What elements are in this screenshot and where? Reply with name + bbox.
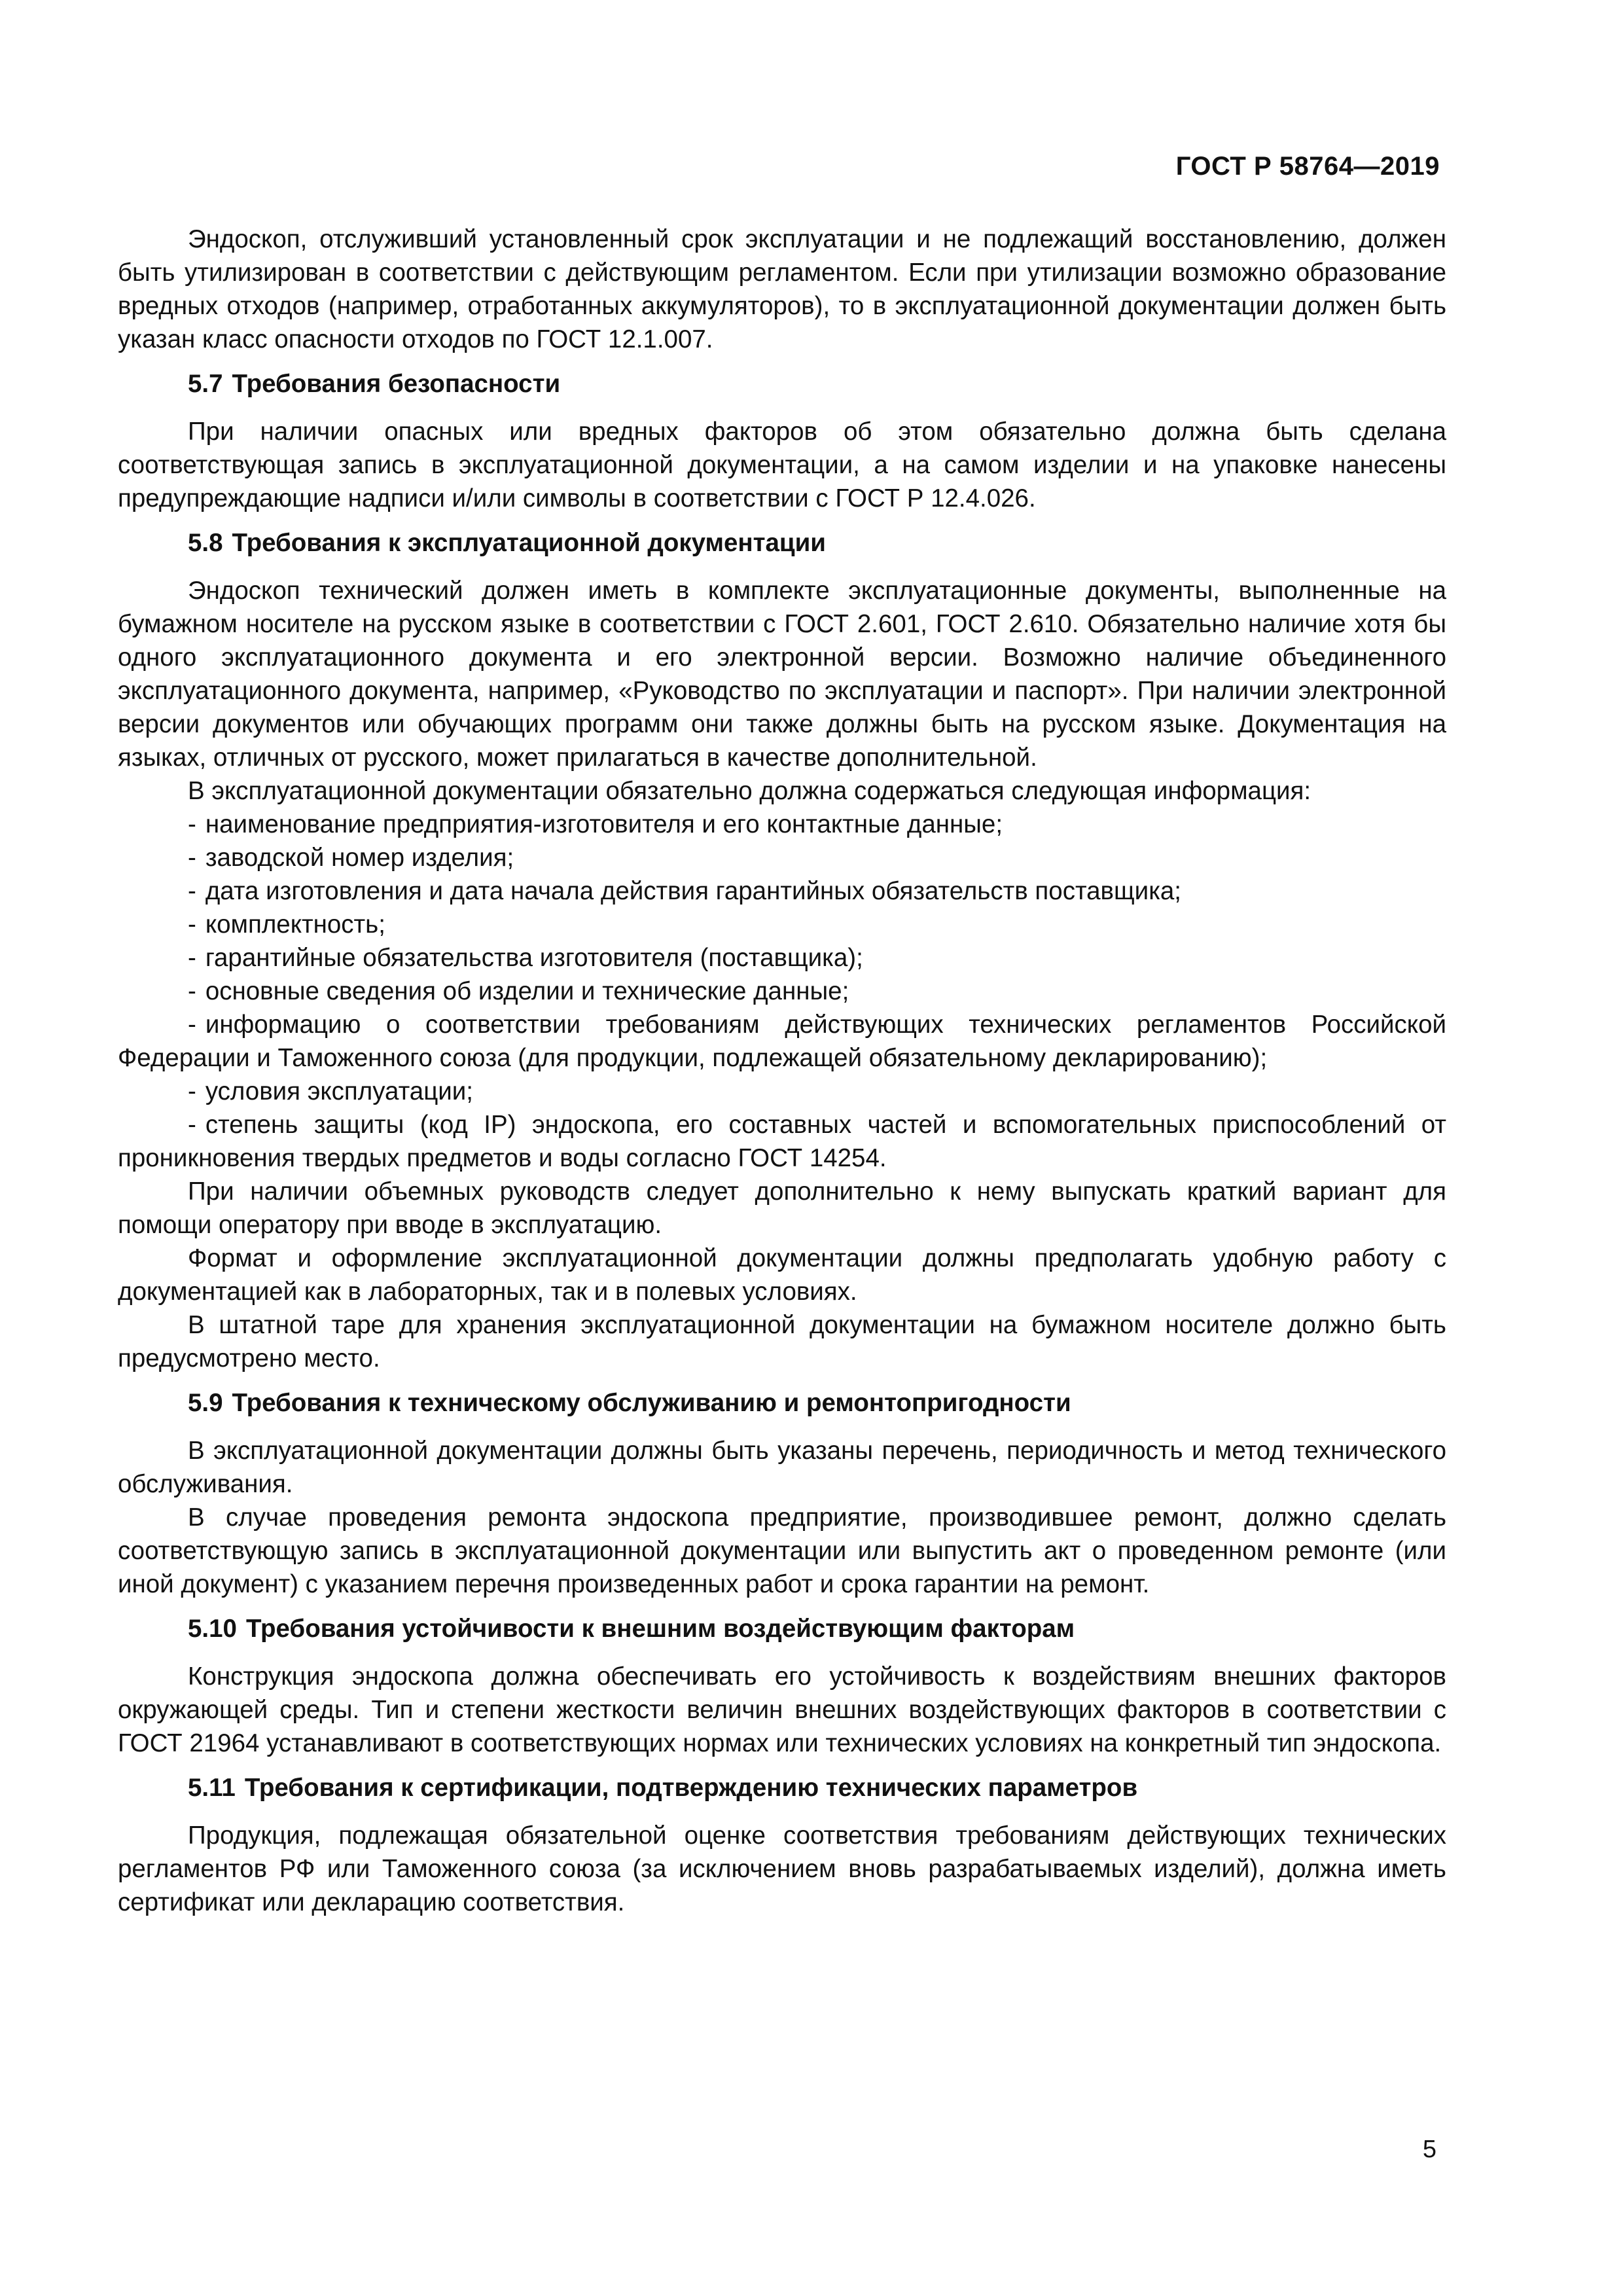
list-item xyxy=(118,808,1446,841)
paragraph: В штатной таре для хранения эксплуатационной документации на бумажном носителе должно быть предусмотрено место. xyxy=(118,1311,1446,1372)
list-item-text: гарантийные обязательства изготовителя (поставщика); xyxy=(205,944,863,972)
list-item xyxy=(118,1075,1446,1108)
list-item xyxy=(118,1108,1446,1175)
list-item xyxy=(118,841,1446,874)
list-item-text: комплектность; xyxy=(205,910,385,939)
section-title: Требования к эксплуатационной документации xyxy=(232,529,826,557)
section-title: Требования к сертификации, подтверждению технических параметров xyxy=(244,1774,1138,1802)
paragraph: При наличии опасных или вредных факторов об этом обязательно должна быть сделана соответствующая запись в эксплуатационной документации, а на самом изделии и на упаковке нанесены предупреждающие надписи и/или символы в соответствии с ГОСТ Р 12.4.026. xyxy=(118,418,1446,512)
list-item xyxy=(118,874,1446,908)
list-item-text: условия эксплуатации; xyxy=(205,1077,473,1105)
list-item-text: заводской номер изделия; xyxy=(205,844,514,872)
section-title: Требования безопасности xyxy=(232,370,561,398)
section-number: 5.11 xyxy=(188,1774,236,1802)
paragraph: Эндоскоп технический должен иметь в комплекте эксплуатационные документы, выполненные на бумажном носителе на русском языке в соответствии с ГОСТ 2.601, ГОСТ 2.610. Обязательно наличие хотя бы одного эксплуатационного документа и его электронной версии. Возможно наличие объединенного эксплуатационного документа, например, «Руководство по эксплуатации и паспорт». При наличии электронной версии документов или обучающих программ они также должны быть на русском языке. Документация на языках, отличных от русского, может прилагаться в качестве дополнительной. xyxy=(118,577,1446,772)
list-marker: - xyxy=(188,1111,196,1139)
section-heading-5-7 xyxy=(118,367,1446,401)
list-item-text: наименование предприятия-изготовителя и его контактные данные; xyxy=(205,810,1003,838)
section-number: 5.8 xyxy=(188,529,223,557)
list-marker: - xyxy=(188,810,196,838)
list-marker: - xyxy=(188,977,196,1005)
list-item xyxy=(118,908,1446,941)
section-number: 5.9 xyxy=(188,1389,223,1417)
list-item-text: степень защиты (код IP) эндоскопа, его составных частей и вспомогательных приспособлений от проникновения твердых предметов и воды согласно ГОСТ 14254. xyxy=(118,1111,1446,1172)
paragraph: Формат и оформление эксплуатационной документации должны предполагать удобную работу с документацией как в лабораторных, так и в полевых условиях. xyxy=(118,1244,1446,1306)
section-heading-5-11 xyxy=(118,1771,1446,1804)
paragraph: Продукция, подлежащая обязательной оценке соответствия требованиям действующих технических регламентов РФ или Таможенного союза (за исключением вновь разрабатываемых изделий), должна иметь сертификат или декларацию соответствия. xyxy=(118,1821,1446,1916)
list-marker: - xyxy=(188,1077,196,1105)
list-item-text: основные сведения об изделии и технические данные; xyxy=(205,977,849,1005)
requirements-list xyxy=(118,808,1446,1175)
list-marker: - xyxy=(188,844,196,872)
list-marker: - xyxy=(188,877,196,905)
page-number: 5 xyxy=(1422,2136,1436,2163)
list-item xyxy=(118,941,1446,975)
intro-paragraph: Эндоскоп, отслуживший установленный срок эксплуатации и не подлежащий восстановлению, должен быть утилизирован в соответствии с действующим регламентом. Если при утилизации возможно образование вредных отходов (например, отработанных аккумуляторов), то в эксплуатационной документации должен быть указан класс опасности отходов по ГОСТ 12.1.007. xyxy=(118,225,1446,353)
section-heading-5-9 xyxy=(118,1386,1446,1420)
page-content xyxy=(118,223,1446,1919)
paragraph: При наличии объемных руководств следует дополнительно к нему выпускать краткий вариант для помощи оператору при вводе в эксплуатацию. xyxy=(118,1177,1446,1239)
list-item-text: информацию о соответствии требованиям действующих технических регламентов Российской Федерации и Таможенного союза (для продукции, подлежащей обязательному декларированию); xyxy=(118,1011,1446,1072)
section-title: Требования к техническому обслуживанию и ремонтопригодности xyxy=(232,1389,1071,1417)
section-heading-5-10 xyxy=(118,1612,1446,1645)
list-item-text: дата изготовления и дата начала действия гарантийных обязательств поставщика; xyxy=(205,877,1181,905)
list-marker: - xyxy=(188,910,196,939)
paragraph: В эксплуатационной документации обязательно должна содержаться следующая информация: xyxy=(188,777,1311,805)
list-marker: - xyxy=(188,1011,196,1039)
paragraph: Конструкция эндоскопа должна обеспечивать его устойчивость к воздействиям внешних факторов окружающей среды. Тип и степени жесткости величин внешних воздействующих факторов в соответствии с ГОСТ 21964 устанавливают в соответствующих нормах или технических условиях на конкретный тип эндоскопа. xyxy=(118,1662,1446,1757)
document-code: ГОСТ Р 58764—2019 xyxy=(1175,152,1440,181)
list-item xyxy=(118,1008,1446,1075)
list-marker: - xyxy=(188,944,196,972)
section-heading-5-8 xyxy=(118,526,1446,560)
section-title: Требования устойчивости к внешним воздействующим факторам xyxy=(245,1615,1075,1643)
paragraph: В случае проведения ремонта эндоскопа предприятие, производившее ремонт, должно сделать соответствующую запись в эксплуатационной документации или выпустить акт о проведенном ремонте (или иной документ) с указанием перечня произведенных работ и срока гарантии на ремонт. xyxy=(118,1503,1446,1598)
paragraph: В эксплуатационной документации должны быть указаны перечень, периодичность и метод технического обслуживания. xyxy=(118,1437,1446,1498)
list-item xyxy=(118,975,1446,1008)
section-number: 5.10 xyxy=(188,1615,237,1643)
section-number: 5.7 xyxy=(188,370,223,398)
